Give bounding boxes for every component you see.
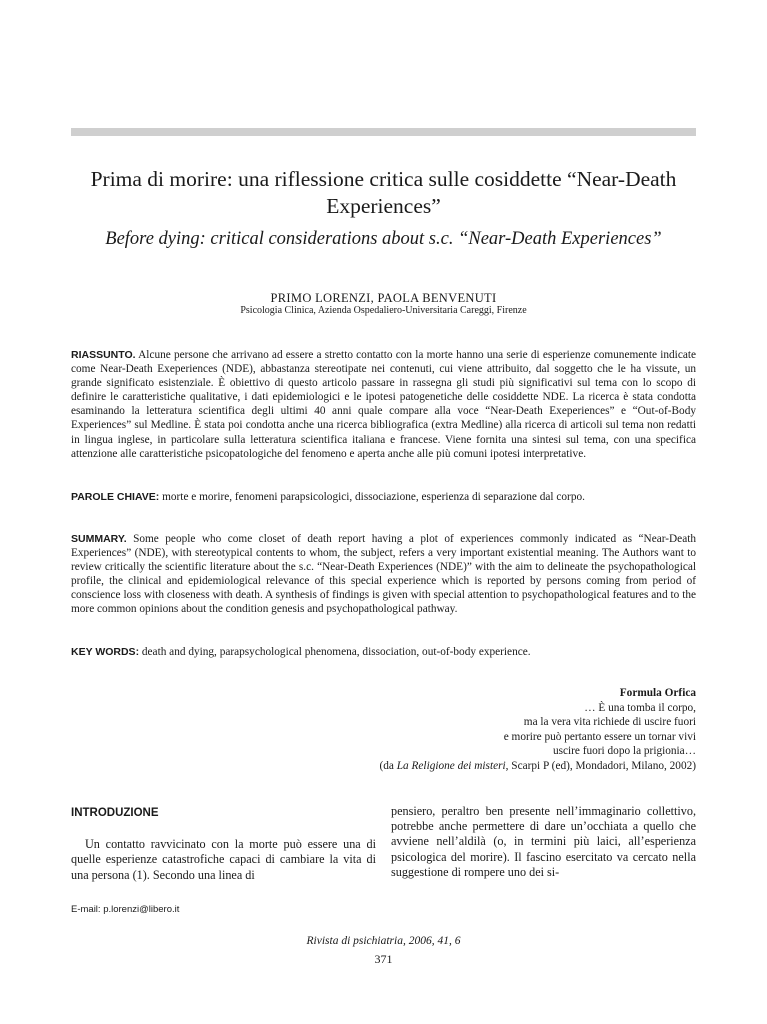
parole-chiave-block	[71, 490, 696, 504]
email-footnote: E-mail: p.lorenzi@libero.it	[71, 904, 180, 915]
body-paragraph: pensiero, peraltro ben presente nell’immaginario collettivo, potrebbe anche permettere di dare un’occhiata a quello che avviene nell’aldilà (o, in termini più laici, all’esperienza psicologica del morire). Il fascino esercitato va cercato nella suggestione di rompere uno dei si-	[391, 804, 696, 879]
riassunto-text: Alcune persone che arrivano ad essere a stretto contatto con la morte hanno una serie di esperienze comunemente indicate come Near-Death Exeperiences (NDE), abbastanza stereotipate nei contenuti, cui viene attribuito, dal soggetto che le ha vissute, un grande significato esistenziale. È obiettivo di questo articolo passare in rassegna gli studi più significativi sul tema con lo scopo di definire le caratteristiche qualitative, i dati epidemiologici e le ipotesi patogenetiche delle cosiddette NDE. La ricerca è stata condotta esaminando la letteratura scientifica degli ultimi 40 anni quale compare alla voce “Near-Death Exeperiences” e “Out-of-Body Experiences” sul Medline. È stata poi condotta anche una ricerca bibliografica (extra Medline) alla ricerca di articoli sul tema non redatti in lingua inglese, in particolare sulla letteratura scientifica italiana e francese. Viene fornita una sintesi sul tema, con una specifica attenzione alle caratteristiche psicopatologiche del fenomeno e aperta anche alle più comuni ipotesi interpretative.	[71, 349, 696, 460]
epigraph-source-title: La Religione dei misteri	[396, 759, 506, 772]
epigraph-line: ma la vera vita richiede di uscire fuori	[523, 716, 696, 729]
riassunto-label: RIASSUNTO.	[71, 349, 136, 361]
summary-text: Some people who come closet of death report having a plot of experiences commonly indicated as “Near-Death Experiences” (NDE), with stereotypical contents to whom, the subject, refers a very important existential meaning. The Authors want to review critically the scientific literature about the s.c. “Near-Death Experiences (NDE)” with the aim to delineate the psychopathological profile, the clinical and epidemiological relevance of this special experience which is reported by persons coming from period of conscience loss with closeness with death. A synthesis of findings is given with special attention to psychopathological features and to the more common opinions about the condition genesis and psychopathological pathway.	[71, 533, 696, 616]
authors: PRIMO LORENZI, PAOLA BENVENUTI	[270, 291, 497, 305]
epigraph-line: … È una tomba il corpo,	[584, 701, 696, 714]
epigraph-source-prefix: (da	[379, 759, 397, 772]
parole-chiave-label: PAROLE CHIAVE:	[71, 491, 160, 503]
body-column-right	[391, 804, 696, 880]
summary-block	[71, 532, 696, 617]
epigraph-title: Formula Orfica	[619, 687, 696, 699]
header-rule	[71, 128, 696, 136]
article-title-english: Before dying: critical considerations about s.c. “Near-Death Experiences”	[105, 229, 662, 249]
journal-citation: Rivista di psichiatria, 2006, 41, 6	[306, 935, 461, 947]
section-heading: INTRODUZIONE	[71, 807, 159, 819]
page-number: 371	[374, 952, 393, 966]
epigraph	[340, 686, 696, 774]
article-title-italian: Prima di morire: una riflessione critica sulle cosiddette “Near-Death Experiences”	[90, 167, 677, 218]
key-words-block	[71, 645, 696, 659]
key-words-label: KEY WORDS:	[71, 646, 140, 658]
epigraph-source-suffix: , Scarpi P (ed), Mondadori, Milano, 2002)	[505, 759, 696, 772]
epigraph-line: e morire può pertanto essere un tornar vivi	[503, 730, 696, 743]
riassunto-block	[71, 348, 696, 461]
body-paragraph: Un contatto ravvicinato con la morte può essere una di quelle esperienze catastrofiche capaci di cambiare la vita di una persona (1). Secondo una linea di	[71, 837, 376, 882]
epigraph-line: uscire fuori dopo la prigionia…	[552, 745, 696, 758]
key-words-text: death and dying, parapsychological phenomena, dissociation, out-of-body experience.	[141, 646, 531, 658]
parole-chiave-text: morte e morire, fenomeni parapsicologici, dissociazione, esperienza di separazione dal corpo.	[162, 491, 585, 503]
epigraph-source	[340, 759, 696, 774]
affiliation: Psicologia Clinica, Azienda Ospedaliero-Universitaria Careggi, Firenze	[240, 305, 527, 316]
summary-label: SUMMARY.	[71, 533, 127, 545]
body-column-left	[71, 804, 376, 883]
